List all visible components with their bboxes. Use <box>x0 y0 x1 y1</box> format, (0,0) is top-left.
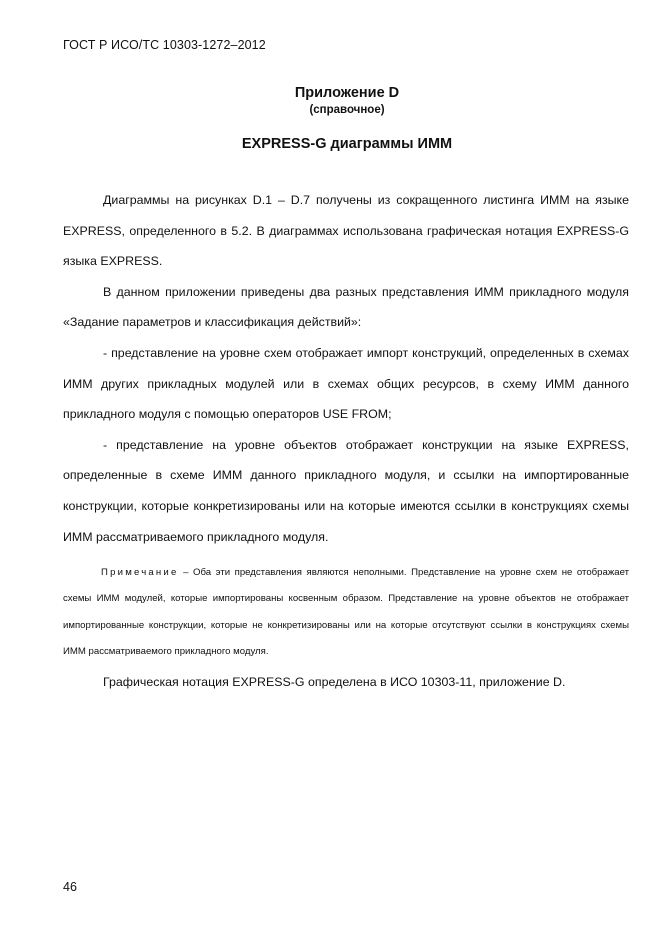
appendix-subtitle: (справочное) <box>309 104 385 116</box>
page-number: 46 <box>63 880 77 894</box>
note-label: Примечание <box>101 567 179 578</box>
final-paragraph-block <box>63 671 629 693</box>
paragraph-entity-level: - представление на уровне объектов отображает конструкции на языке EXPRESS, определенные в схеме ИММ данного прикладного модуля, и ссылки на импортированные конструкции, которые конкретизированы или на которые имеются ссылки в конструкциях схемы ИММ рассматриваемого прикладного модуля. <box>63 437 629 544</box>
paragraph-notation-reference: Графическая нотация EXPRESS-G определена в ИСО 10303-11, приложение D. <box>103 675 566 689</box>
section-title: EXPRESS-G диаграммы ИММ <box>241 136 453 152</box>
note-text: Оба эти представления являются неполными. Представление на уровне схем не отображает схемы ИММ модулей, которые импортированы косвенным образом. Представление на уровне объектов не отображает импортированные конструкции, которые не конкретизированы или на которые отсутствуют ссылки в конструкциях схемы ИММ рассматриваемого прикладного модуля. <box>63 567 629 657</box>
standard-code-header: ГОСТ Р ИСО/ТС 10303-1272–2012 <box>63 38 266 52</box>
paragraph-two-representations: В данном приложении приведены два разных представления ИММ прикладного модуля «Задание параметров и классификация действий»: <box>63 284 629 330</box>
body-text <box>63 185 629 552</box>
note-block <box>63 560 629 665</box>
note-paragraph <box>63 560 629 665</box>
appendix-title: Приложение D <box>294 85 400 101</box>
note-dash: – <box>178 567 193 578</box>
paragraph-schema-level: - представление на уровне схем отображает импорт конструкций, определенных в схемах ИММ других прикладных модулей или в схемах общих ресурсов, в схему ИММ данного прикладного модуля с помощью операторов USE FROM; <box>63 345 629 422</box>
paragraph-diagrams-intro: Диаграммы на рисунках D.1 – D.7 получены из сокращенного листинга ИММ на языке EXPRESS, определенного в 5.2. В диаграммах использована графическая нотация EXPRESS-G языка EXPRESS. <box>63 193 629 269</box>
